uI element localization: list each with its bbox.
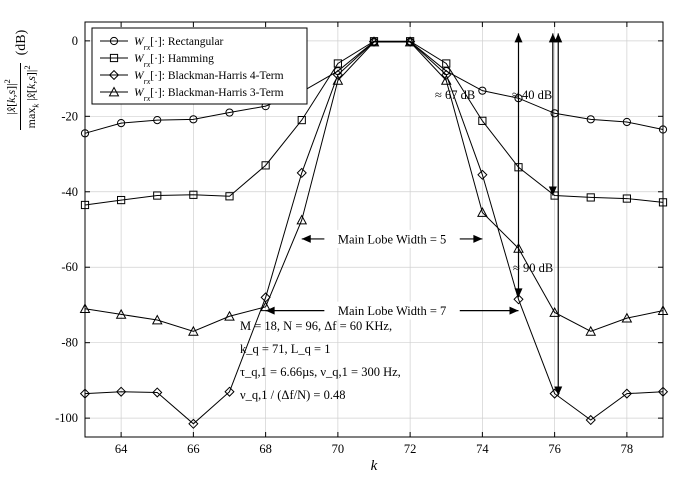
legend [92, 28, 307, 104]
sidelobe-90-label: ≈ 90 dB [513, 261, 554, 275]
x-tick-label: 70 [331, 442, 345, 456]
y-tick-label: -60 [61, 260, 78, 275]
x-tick-label: 72 [403, 442, 417, 456]
sidelobe-40-label: ≈ 40 dB [512, 88, 553, 102]
x-tick-label: 78 [620, 442, 634, 456]
y-axis-title [2, 10, 41, 150]
y-tick-label: 0 [71, 33, 78, 48]
main-lobe-5-label: Main Lobe Width = 5 [337, 232, 447, 247]
legend-label: $W_{rx}[\cdot]$: Blackman-Harris 4-Term [134, 70, 284, 86]
y-tick-label: -20 [61, 109, 78, 124]
main-lobe-7-label: Main Lobe Width = 7 [337, 304, 447, 319]
x-axis-title: k [370, 458, 378, 474]
parameter-line: k_q = 71, L_q = 1 [240, 342, 331, 356]
parameter-line: ν_q,1 / (Δf/N) = 0.48 [240, 388, 346, 402]
x-tick-label: 66 [187, 442, 200, 456]
x-tick-label: 74 [476, 442, 489, 456]
x-tick-label: 68 [259, 442, 272, 456]
y-tick-label: -40 [61, 184, 78, 199]
x-tick-label: 64 [114, 442, 128, 456]
sidelobe-67-label: ≈ 67 dB [435, 88, 476, 102]
y-tick-label: -100 [55, 411, 78, 426]
y-tick-label: -80 [61, 335, 78, 350]
y-axis-numerator: $|x̂[k,s]|^2$ [2, 63, 21, 130]
y-axis-fraction [2, 63, 41, 130]
legend-label: $W_{rx}[\cdot]$: Blackman-Harris 3-Term [134, 87, 284, 103]
legend-label: $W_{rx}[\cdot]$: Rectangular [134, 36, 224, 52]
x-tick-label: 76 [548, 442, 561, 456]
parameter-line: τ_q,1 = 6.66µs, ν_q,1 = 300 Hz, [240, 365, 401, 379]
legend-label: $W_{rx}[\cdot]$: Hamming [134, 53, 214, 69]
y-axis-unit: (dB) [13, 29, 29, 56]
parameter-line: M = 18, N = 96, Δf = 60 KHz, [240, 319, 393, 333]
y-axis-denominator: $\max_k$ $|x̂[k,s]|^2$ [22, 65, 41, 129]
